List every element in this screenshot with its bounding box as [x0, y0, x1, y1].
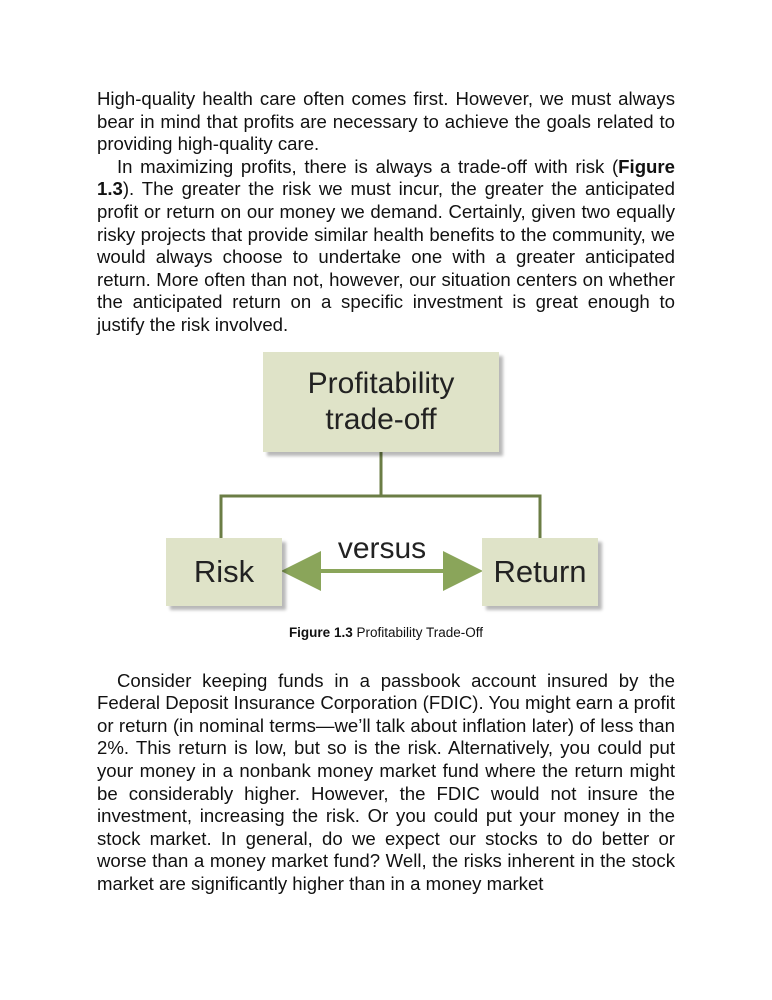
figure-caption-title: Profitability Trade-Off	[356, 624, 484, 640]
page-content	[97, 88, 675, 895]
tree-connector-line	[221, 452, 540, 538]
figure-caption	[97, 625, 675, 640]
versus-label: versus	[337, 531, 427, 565]
figure-caption-number: Figure 1.3	[288, 624, 353, 640]
paragraph-health-care: High-quality health care often comes first. However, we must always bear in mind that profits are necessary to achieve the goals related to providing high-quality care.	[97, 88, 675, 155]
trade-off-label: trade-off	[325, 402, 437, 436]
return-box	[482, 538, 598, 606]
paragraph-trade-off-text-start: In maximizing profits, there is always a trade-off with risk (	[117, 155, 619, 177]
risk-box	[166, 538, 282, 606]
profitability-label: Profitability	[307, 366, 455, 400]
return-label: Return	[493, 553, 587, 589]
risk-label: Risk	[193, 553, 255, 589]
profitability-trade-off-box	[263, 352, 499, 452]
paragraph-passbook-account: Consider keeping funds in a passbook account insured by the Federal Deposit Insurance Corporation (FDIC). You might earn a profit or return (in nominal terms—we’ll talk about inflation later) of less than 2%. This return is low, but so is the risk. Alternatively, you could put your money in a nonbank money market fund where the return might be considerably higher. However, the FDIC would not insure the investment, increasing the risk. Or you could put your money in the stock market. In general, do we expect our stocks to do better or worse than a money market fund? Well, the risks inherent in the stock market are significantly higher than in a money market	[97, 669, 675, 894]
profitability-trade-off-diagram	[97, 352, 675, 652]
figure-reference: Figure 1.3	[97, 155, 675, 200]
paragraph-trade-off-text-end: ). The greater the risk we must incur, the greater the anticipated profit or return on our money we demand. Certainly, given two equally risky projects that provide similar health benefits to the community, we would always choose to undertake one with a greater anticipated return. More often than not, however, our situation centers on whether the anticipated return on a specific investment is great enough to justify the risk involved.	[97, 178, 675, 335]
paragraph-trade-off	[97, 156, 675, 337]
